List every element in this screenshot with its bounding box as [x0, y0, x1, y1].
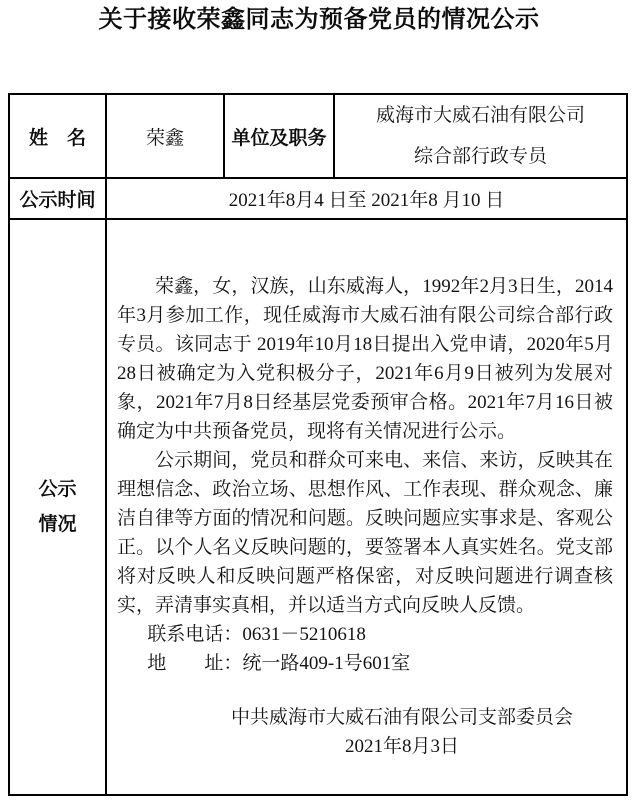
table-row-period	[9, 178, 627, 219]
notice-table	[8, 93, 628, 796]
period-label: 公示时间	[9, 178, 106, 219]
signature-block	[231, 703, 573, 761]
signature-organization: 中共威海市大威石油有限公司支部委员会	[230, 707, 573, 728]
signature-date: 2021年8月3日	[344, 736, 459, 757]
table-row-detail	[9, 219, 627, 795]
detail-paragraph-biography: 荣鑫，女，汉族，山东威海人，1992年2月3日生，2014年3月参加工作，现任威海市大威石油有限公司综合部行政专员。该同志于 2019年10月18日提出入党申请，2020年5月28日被确定为入党积极分子，2021年6月9日被列为发展对象，2021年7月8日经基层党委预审合格。2021年7月16日被确定为中共预备党员，现将有关情况进行公示。	[117, 276, 613, 442]
unit-role-line: 综合部行政专员	[413, 146, 547, 167]
unit-position-cell	[334, 94, 627, 178]
detail-label-line2: 情况	[38, 514, 77, 535]
contact-phone-line: 联系电话：0631－5210618	[147, 624, 366, 645]
detail-label-cell	[9, 219, 106, 795]
unit-position-label: 单位及职务	[224, 94, 334, 178]
name-value: 荣鑫	[106, 94, 224, 178]
detail-content-cell	[106, 219, 627, 795]
name-label: 姓 名	[9, 94, 106, 178]
unit-company-line: 威海市大威石油有限公司	[375, 105, 585, 126]
table-row-name	[9, 94, 627, 178]
detail-label-line1: 公示	[38, 479, 77, 500]
page-title: 关于接收荣鑫同志为预备党员的情况公示	[98, 6, 540, 33]
detail-paragraph-feedback-rules: 公示期间，党员和群众可来电、来信、来访，反映其在理想信念、政治立场、思想作风、工作表现、群众观念、廉洁自律等方面的情况和问题。反映问题应实事求是、客观公正。以个人名义反映问题的，要签署本人真实姓名。党支部将对反映人和反映问题严格保密，对反映问题进行调查核实，弄清事实真相，并以适当方式向反映人反馈。	[117, 450, 613, 616]
period-value: 2021年8月4 日至 2021年8 月10 日	[106, 178, 627, 219]
contact-address-line: 地 址：统一路409-1号601室	[147, 653, 411, 674]
